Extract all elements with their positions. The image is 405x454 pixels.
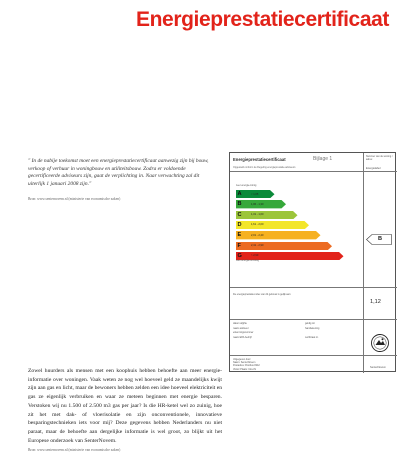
- quote-source: Bron: www.senternovem.nl (ministerie van economische zaken): [28, 197, 121, 201]
- issuer-info: Uitgegeven door Naam: SenterNovem Postadres: Postbus 8242 Visitor Plaats: Utrecht: [233, 358, 260, 371]
- label-letter: B: [237, 201, 242, 208]
- label-range: 2,01 - 2,40: [251, 233, 264, 237]
- certificate-seal-icon: [370, 333, 390, 353]
- divider-line: [230, 319, 397, 320]
- body-source: Bron: www.senternovem.nl (ministerie van economische zaken): [28, 448, 121, 452]
- label-letter: E: [237, 232, 242, 239]
- index-description: De energieprestatie-index van dit gebouw is gelijk aan:: [233, 293, 291, 296]
- label-range: 2,41 - 2,90: [251, 244, 264, 247]
- certificate-subtitle: Opgesteld conform de Regeling energieprestatie-adviseurs: [233, 166, 296, 169]
- certificate-divider: [363, 153, 364, 373]
- label-bar-b: [236, 200, 287, 208]
- divider-line: [230, 287, 397, 288]
- label-range: < 1,05: [251, 192, 259, 196]
- current-label-value: B: [378, 235, 383, 242]
- label-scale-bottom: zeer energie-onzuinig: [236, 259, 259, 262]
- page-title: Energieprestatiecertificaat: [136, 8, 389, 31]
- body-paragraph: Zowel huurders als mensen met een koophuis hebben behoefte aan meer energie-informatie over woningen. Vaak weten ze nog wel hoeveel geld ze maandelijks kwijt zijn aan gas en licht, maar de bewoners hebben zelden een idee hoeveel elektriciteit en gas ze eigenlijk verbruiken en waar ze meteen beginnen met energie besparen. Verstoken wij nu 1.500 of 2.500 m3 gas per jaar? Is die HR-ketel wel zo zuinig, hoe zit het met dak- of vloerisolatie en zijn onconventionele, innovatieve besparingstechnieken iets voor mij? Deze gegevens hebben Nederlanders nu niet paraat, maar de behoefte aan dergelijke informatie is wel groot, zo blijkt uit het Europese onderzoek van SenterNovem.: [28, 368, 222, 444]
- label-letter: G: [237, 252, 242, 259]
- label-scale-top: zeer energie-zuinig: [236, 184, 257, 187]
- certificate-address-label: Nummer van de woning / adres:: [366, 155, 393, 161]
- divider-line: [230, 355, 397, 356]
- current-label-value-wrap: [366, 234, 392, 245]
- label-bar-c: [236, 211, 298, 219]
- label-bar-arrow: [236, 211, 298, 219]
- label-bar-e: [236, 231, 321, 239]
- label-range: 1,31 - 1,60: [251, 213, 264, 217]
- label-range: 1,06 - 1,30: [251, 202, 264, 206]
- certificate-label-heading: Energielabel: [366, 167, 381, 170]
- label-letter: C: [237, 211, 242, 218]
- label-letter: F: [237, 242, 241, 249]
- index-value: 1,12: [370, 299, 381, 305]
- signature-fields-right: geldig tot handtekening certificaat nr.: [305, 322, 320, 339]
- label-letter: D: [237, 221, 242, 228]
- label-bar-arrow: [236, 231, 321, 239]
- quote-text: " In de nabije toekomst moet een energieprestatiecertificaat aanwezig zijn bij bouw, verkoop of verhuur in woningbouw en utiliteitsbouw. Zodra er voldoende gecertificeerde adviseurs zijn, gaat de verplichting in. Naar verwachting zal dit uiterlijk 1 januari 2008 zijn.": [28, 158, 209, 187]
- label-bar-arrow: [236, 221, 310, 229]
- label-bar-a: [236, 190, 275, 198]
- issuer-name: SenterNovem: [370, 366, 386, 369]
- certificate-title: Energieprestatiecertificaat: [233, 157, 286, 162]
- label-range: 1,61 - 2,00: [251, 223, 264, 227]
- label-range: > 2,90: [251, 254, 259, 258]
- label-bar-d: [236, 221, 310, 229]
- signature-fields-left: datum afgifte naam adviseur erkenningsnummer naam EPA-bedrijf: [233, 322, 254, 339]
- label-bar-f: [236, 242, 333, 250]
- energy-certificate: [229, 152, 396, 372]
- certificate-bijlage: Bijlage 1: [313, 156, 333, 162]
- label-letter: A: [237, 191, 242, 197]
